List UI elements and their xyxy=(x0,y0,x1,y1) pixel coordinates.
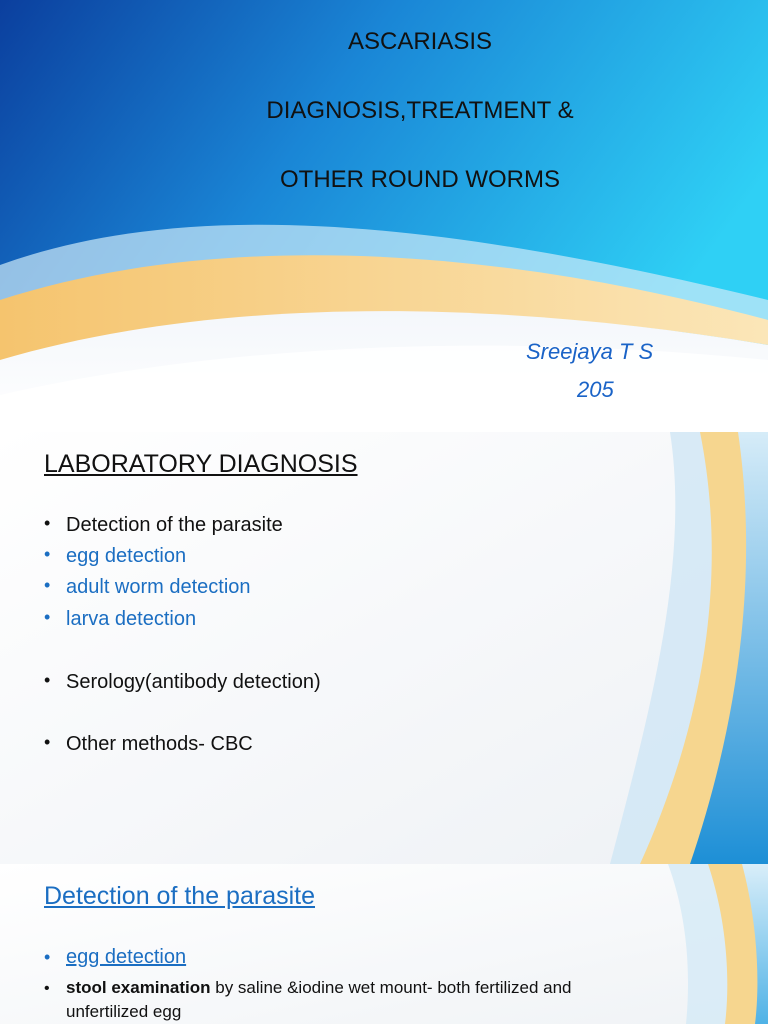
detection-slide xyxy=(0,864,768,1024)
detection-slide-heading: Detection of the parasite xyxy=(44,882,315,910)
bullet-icon: • xyxy=(44,670,51,690)
title-slide-background xyxy=(0,0,768,432)
bullet-icon: • xyxy=(44,544,51,564)
bullet-icon: • xyxy=(44,732,51,752)
stool-exam-line2: unfertilized egg xyxy=(66,1002,182,1021)
author-name: Sreejaya T S xyxy=(526,339,654,364)
author-number: 205 xyxy=(577,377,614,402)
lab-slide-background xyxy=(0,432,768,864)
bullet-icon: • xyxy=(44,947,51,967)
egg-detection-link[interactable]: • egg detection xyxy=(44,946,187,968)
title-line-3: OTHER ROUND WORMS xyxy=(280,166,560,193)
stool-exam-rest: by saline &iodine wet mount- both fertilized and xyxy=(210,978,572,997)
bullet-icon: • xyxy=(44,980,50,997)
title-line-1: ASCARIASIS xyxy=(347,28,493,55)
lab-slide-heading: LABORATORY DIAGNOSIS xyxy=(44,450,358,478)
bullet-icon: • xyxy=(44,513,51,533)
lab-diagnosis-slide: LABORATORY DIAGNOSIS • Detection of the parasite • egg detection • adult worm detection • larva detection • Serology(antibody detection) • Other methods- CBC xyxy=(0,432,768,864)
title-line-2: DIAGNOSIS,TREATMENT & xyxy=(266,97,574,124)
title-slide xyxy=(0,0,768,432)
stool-exam-bullet xyxy=(44,976,724,1023)
bullet-icon: • xyxy=(44,575,51,595)
stool-exam-bold: stool examination xyxy=(66,978,211,997)
bullet-icon: • xyxy=(44,607,51,627)
